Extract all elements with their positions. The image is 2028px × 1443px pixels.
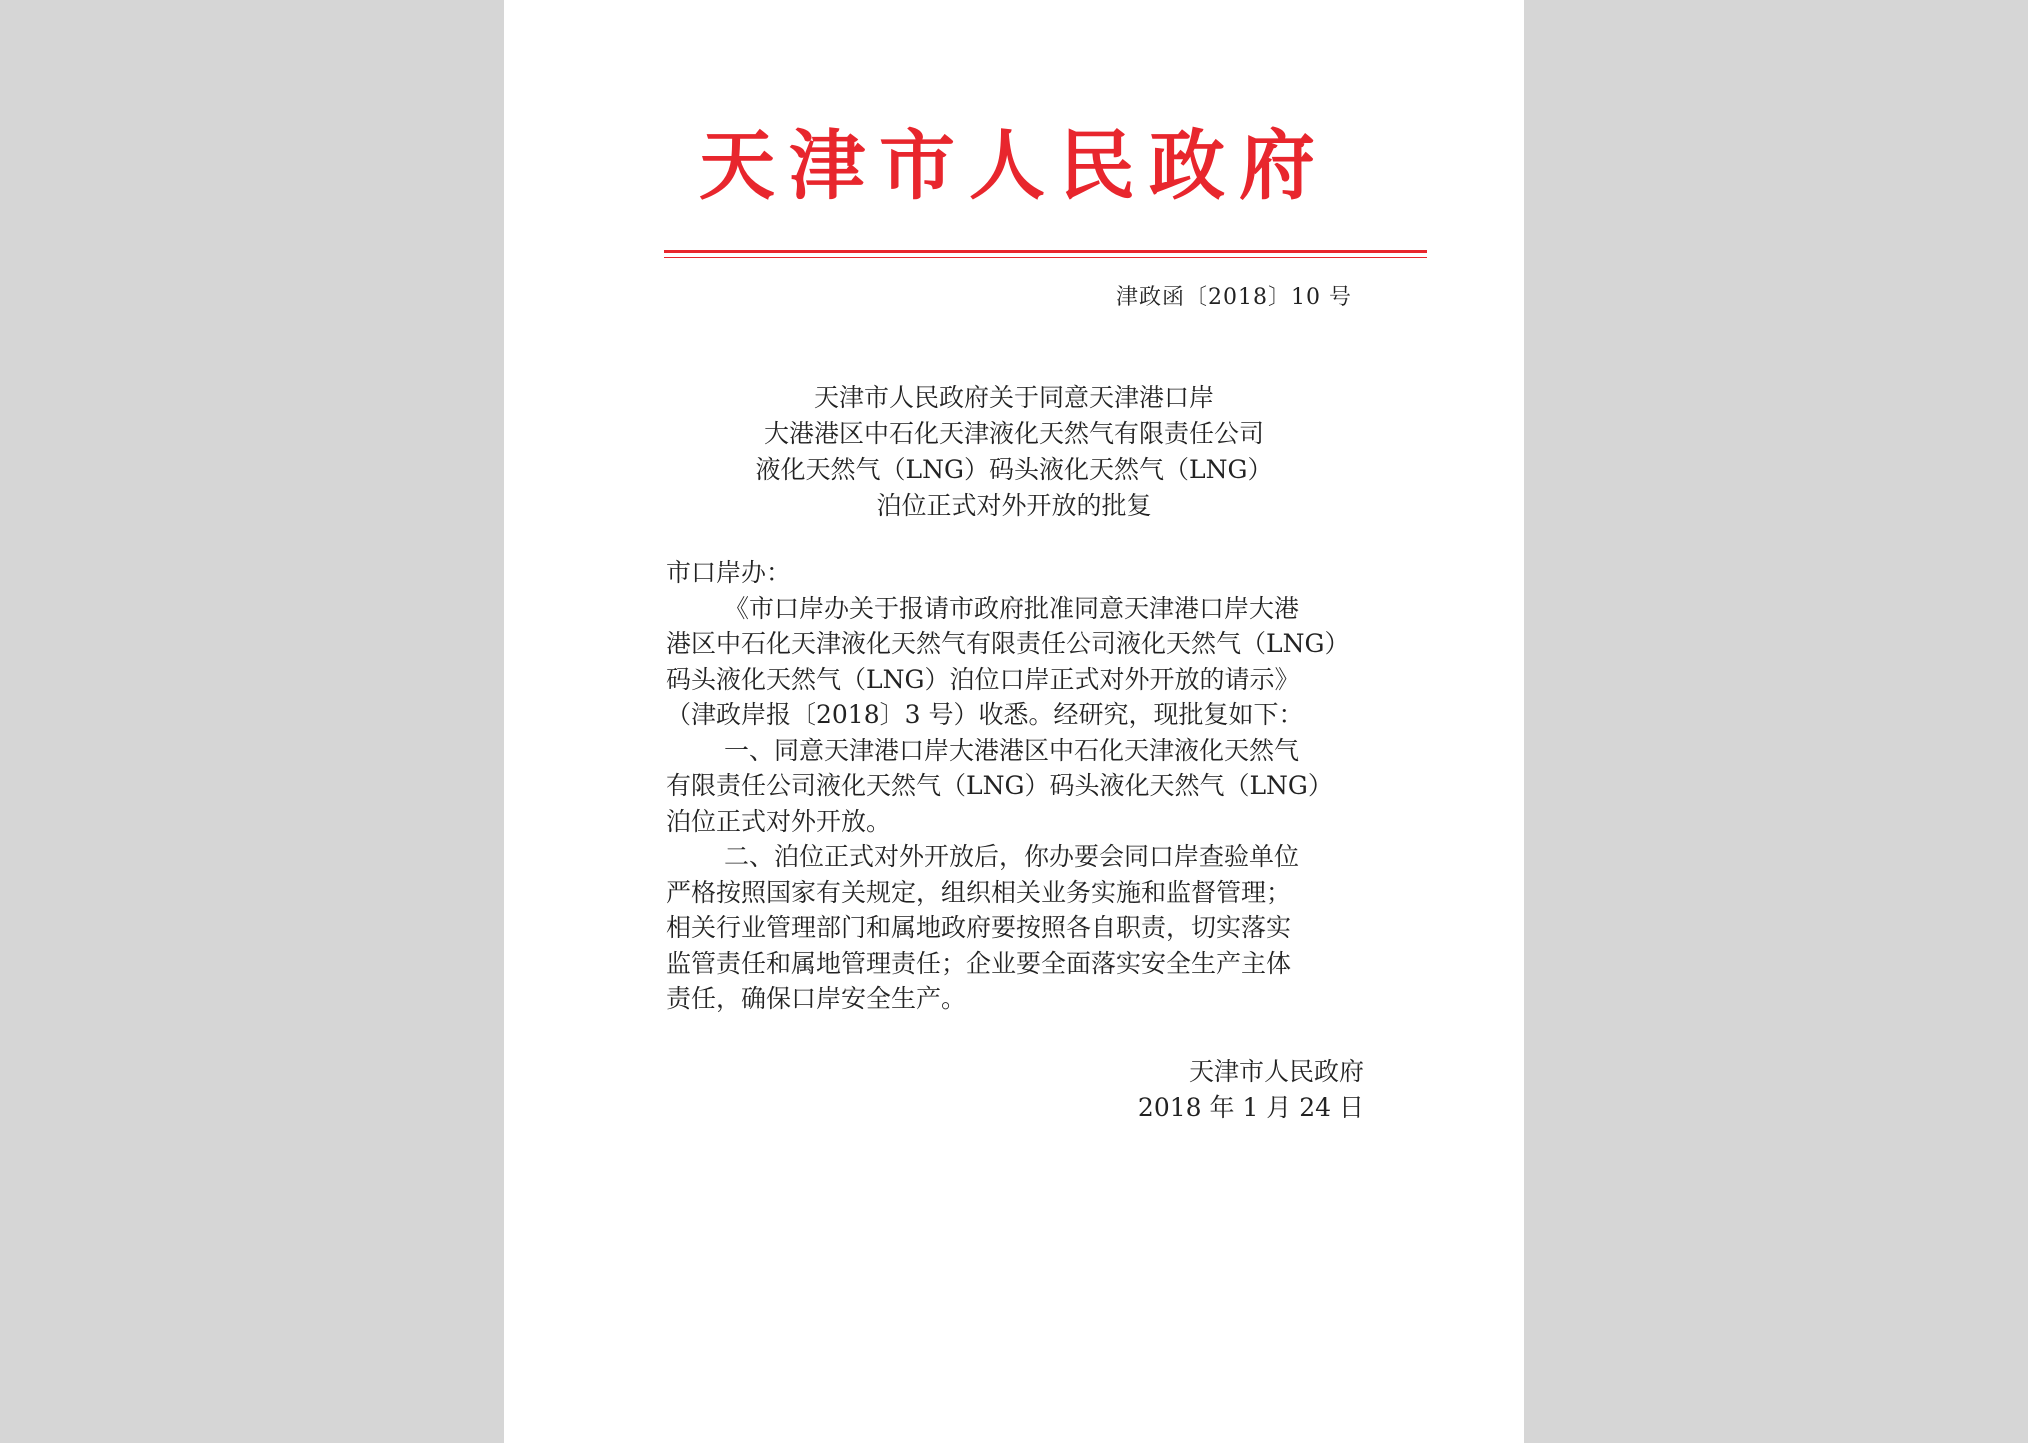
- paragraph-line: 一、同意天津港口岸大港港区中石化天津液化天然气: [724, 735, 1300, 765]
- issue-date: 2018 年 1 月 24 日: [1137, 1093, 1364, 1122]
- paragraph-line: 监管责任和属地管理责任；企业要全面落实安全生产主体: [666, 948, 1292, 978]
- paragraph-line: 港区中石化天津液化天然气有限责任公司液化天然气（LNG）: [666, 629, 1350, 658]
- salutation: 市口岸办：: [666, 558, 792, 587]
- masthead-red-rule-thin: [664, 257, 1427, 258]
- signature-block: [1044, 1054, 1364, 1126]
- paragraph-line: 有限责任公司液化天然气（LNG）码头液化天然气（LNG）: [666, 771, 1333, 800]
- document-page: [504, 0, 1524, 1443]
- masthead: 天津市人民政府: [699, 121, 1329, 210]
- paragraph-line: 责任，确保口岸安全生产。: [666, 984, 967, 1013]
- paragraph-line: 二、泊位正式对外开放后，你办要会同口岸查验单位: [724, 842, 1300, 871]
- paragraph-line: 码头液化天然气（LNG）泊位口岸正式对外开放的请示》: [666, 664, 1300, 694]
- document-number: 津政函〔2018〕10 号: [1116, 285, 1352, 310]
- title-line: 液化天然气（LNG）码头液化天然气（LNG）: [755, 455, 1273, 484]
- title-line: 泊位正式对外开放的批复: [876, 491, 1152, 520]
- document-title: [664, 380, 1364, 524]
- paragraph-line: 《市口岸办关于报请市政府批准同意天津港口岸大港: [724, 593, 1300, 623]
- document-body: [666, 555, 1386, 1017]
- title-line: 大港港区中石化天津液化天然气有限责任公司: [763, 419, 1264, 448]
- title-line: 天津市人民政府关于同意天津港口岸: [813, 383, 1214, 412]
- issuer-name: 天津市人民政府: [1188, 1057, 1364, 1086]
- paragraph-line: 泊位正式对外开放。: [666, 806, 892, 836]
- paragraph-line: （津政岸报〔2018〕3 号）收悉。经研究，现批复如下：: [666, 700, 1304, 729]
- paragraph-line: 相关行业管理部门和属地政府要按照各自职责，切实落实: [666, 913, 1292, 942]
- paragraph-line: 严格按照国家有关规定，组织相关业务实施和监督管理；: [666, 877, 1292, 907]
- masthead-red-rule: [664, 250, 1427, 253]
